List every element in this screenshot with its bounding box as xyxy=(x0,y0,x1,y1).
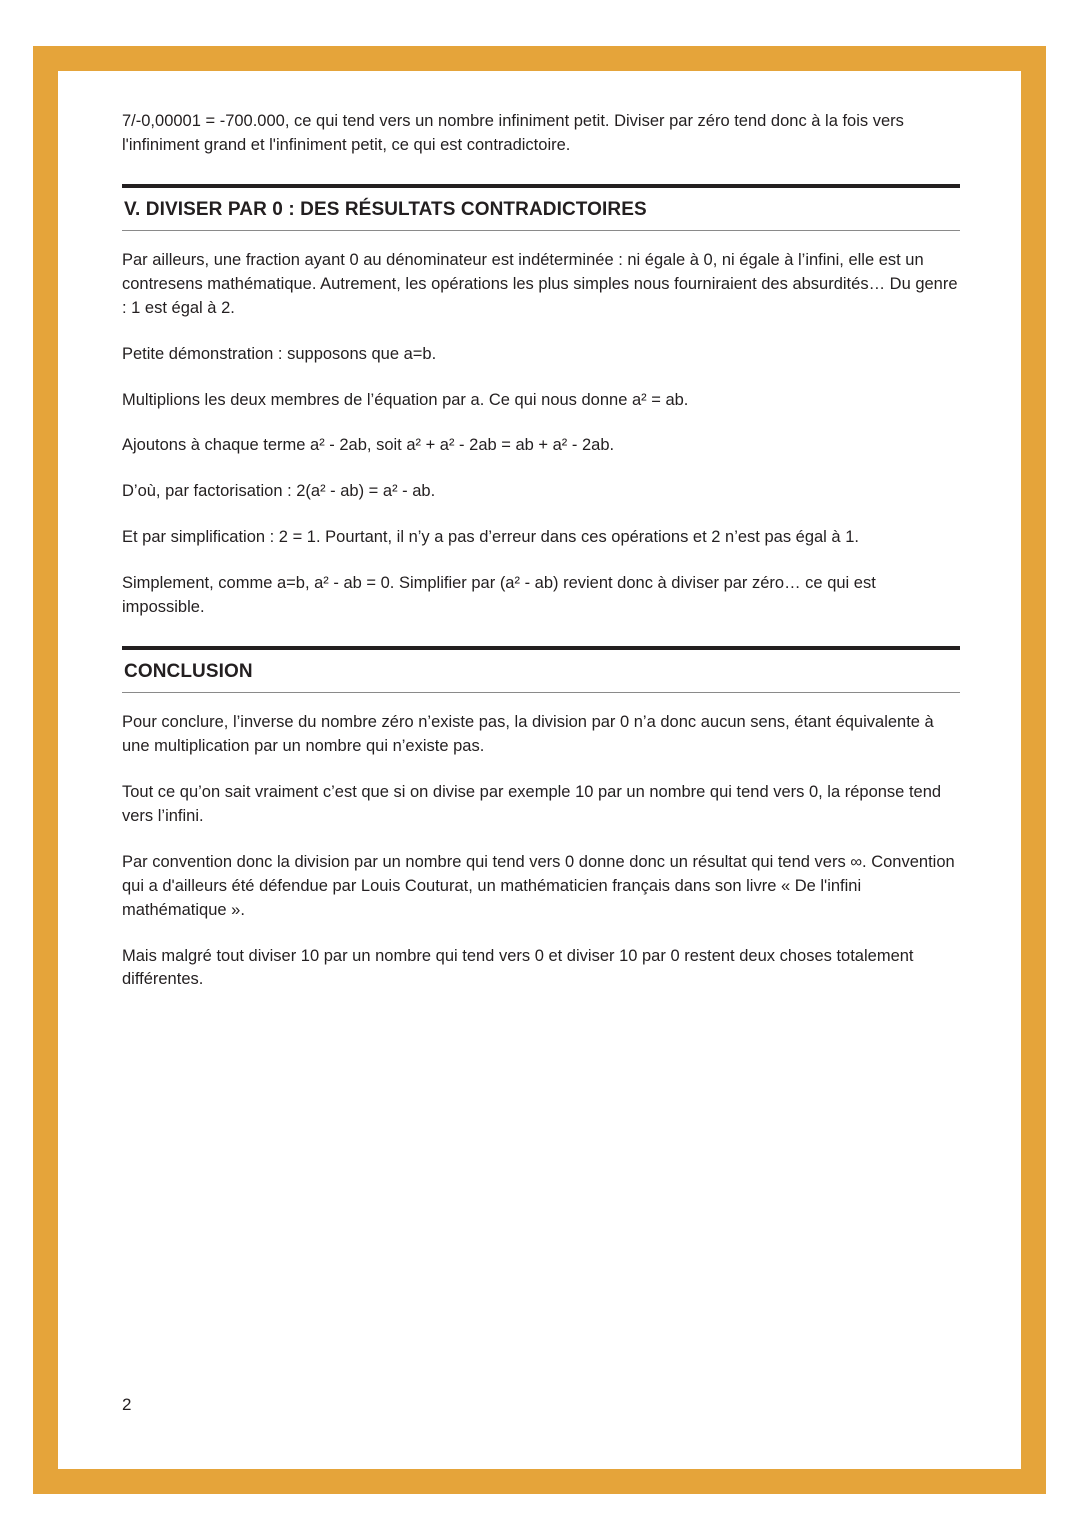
page-number: 2 xyxy=(122,1395,132,1414)
paragraph: Par convention donc la division par un nombre qui tend vers 0 donne donc un résultat qui tend vers ∞. Convention qui a d'ailleurs été défendue par Louis Couturat, un mathématicien français dans son livre « De l'infini mathématique ». xyxy=(122,852,955,919)
heading-rule-top xyxy=(122,184,960,188)
heading-rule-bottom xyxy=(122,230,960,231)
heading-rule-bottom xyxy=(122,692,960,693)
paragraph: Mais malgré tout diviser 10 par un nombre qui tend vers 0 et diviser 10 par 0 restent deux choses totalement différentes. xyxy=(122,946,914,989)
paragraph: D’où, par factorisation : 2(a² - ab) = a² - ab. xyxy=(122,482,436,501)
paragraph: Tout ce qu’on sait vraiment c’est que si on divise par exemple 10 par un nombre qui tend vers 0, la réponse tend vers l’infini. xyxy=(122,782,942,825)
paragraph: Multiplions les deux membres de l’équation par a. Ce qui nous donne a² = ab. xyxy=(122,390,689,409)
section-title-conclusion: CONCLUSION xyxy=(124,661,253,683)
paragraph: Pour conclure, l’inverse du nombre zéro n’existe pas, la division par 0 n’a donc aucun sens, étant équivalente à une multiplication par un nombre qui n’existe pas. xyxy=(122,713,934,755)
document-content xyxy=(122,110,960,1014)
intro-paragraph: 7/-0,00001 = -700.000, ce qui tend vers un nombre infiniment petit. Diviser par zéro tend donc à la fois vers l'infiniment grand et l'infiniment petit, ce qui est contradictoire. xyxy=(122,112,904,154)
paragraph: Par ailleurs, une fraction ayant 0 au dénominateur est indéterminée : ni égale à 0, ni égale à l’infini, elle est un contresens mathématique. Autrement, les opérations les plus simples nous fourniraient des absurdités… Du genre : 1 est égal à 2. xyxy=(122,250,958,317)
paragraph: Simplement, comme a=b, a² - ab = 0. Simplifier par (a² - ab) revient donc à diviser par zéro… ce qui est impossible. xyxy=(122,574,876,617)
section-title-diviser-par-0: V. DIVISER PAR 0 : DES RÉSULTATS CONTRADICTOIRES xyxy=(124,198,647,220)
section-heading-block-2 xyxy=(122,646,960,693)
paragraph: Ajoutons à chaque terme a² - 2ab, soit a² + a² - 2ab = ab + a² - 2ab. xyxy=(122,436,615,455)
heading-rule-top xyxy=(122,646,960,650)
paragraph: Et par simplification : 2 = 1. Pourtant, il n’y a pas d’erreur dans ces opérations et 2 n’est pas égal à 1. xyxy=(122,528,859,547)
section-heading-block-1 xyxy=(122,184,960,231)
paragraph: Petite démonstration : supposons que a=b. xyxy=(122,344,437,363)
